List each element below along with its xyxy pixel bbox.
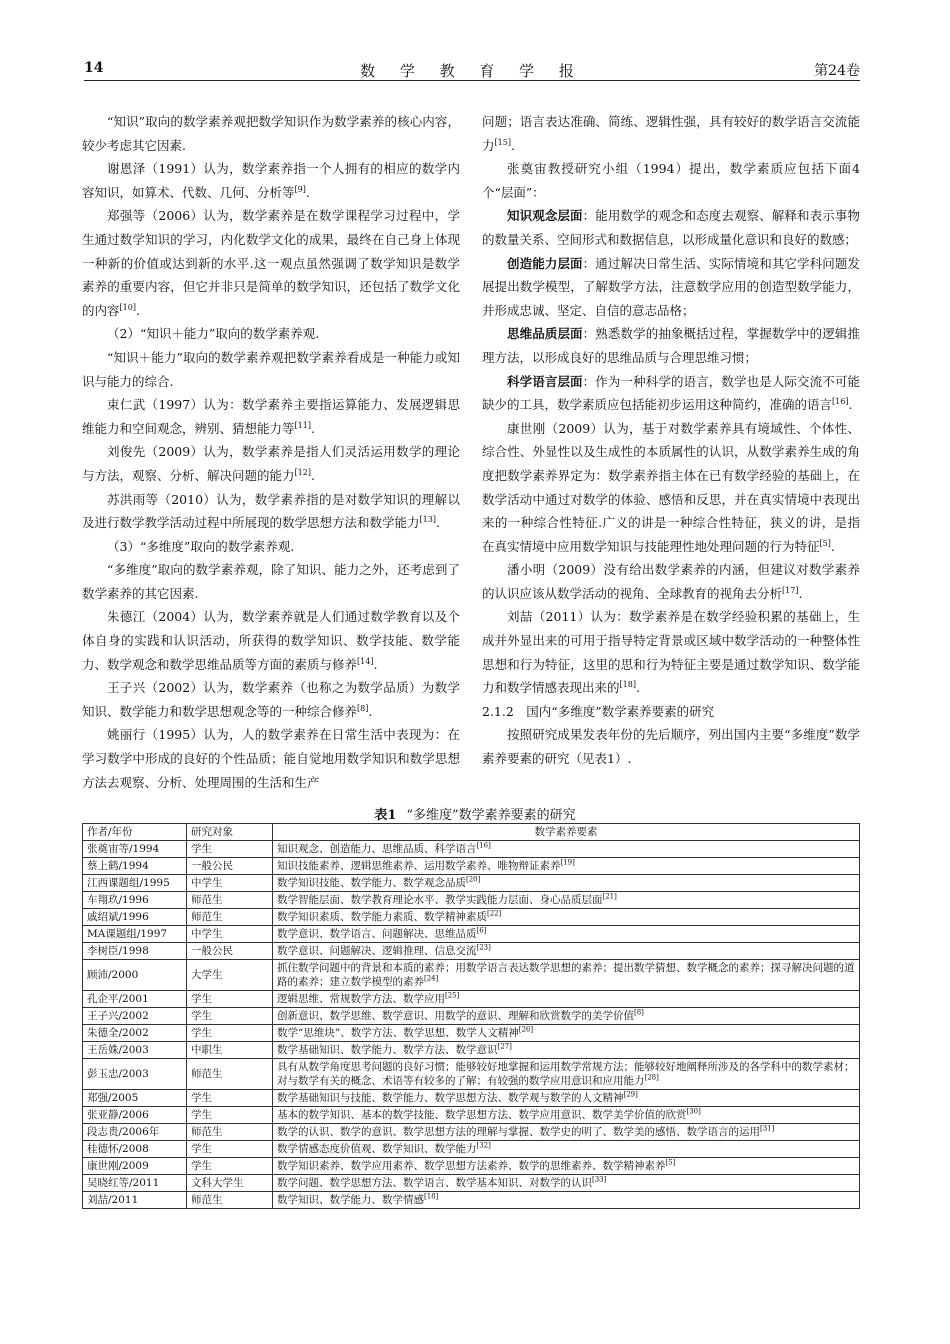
table-row — [83, 1008, 860, 1025]
page-header — [84, 58, 860, 81]
table-row — [83, 858, 860, 875]
citation-ref: [26] — [518, 1025, 534, 1034]
elements-text: 数学知识素质、数学能力素质、数学精神素质 — [277, 911, 487, 923]
elements-cell — [273, 960, 860, 991]
elements-cell — [273, 909, 860, 926]
paragraph-tail: . — [510, 137, 515, 153]
elements-text: 数学知识技能、数学能力、数学观念品质 — [277, 877, 466, 889]
citation-ref: [27] — [497, 1042, 512, 1051]
volume-label: 第24卷 — [814, 63, 860, 79]
table-row — [83, 1124, 860, 1141]
author-year-cell: 江西课题组/1995 — [83, 875, 187, 892]
citation-ref: [32] — [476, 1141, 491, 1150]
elements-text: 数学基础知识与技能、数学能力、数学思想方法、数学观与数学的人文精神 — [277, 1092, 624, 1104]
literacy-elements-table — [82, 823, 860, 1209]
paragraph-text: 郑强等（2006）认为，数学素养是在数学课程学习过程中，学生通过数学知识的学习，内化数学文化的成果，最终在自己身上体现一种新的价值或达到新的水平.这一观点虽然强调了数学知识是数学素养的重要内容，但它并非只是简单的数学知识，还包括了数学文化的内容 — [82, 208, 460, 318]
paragraph-tail: . — [135, 302, 140, 318]
table-row — [83, 892, 860, 909]
paragraph — [82, 157, 460, 204]
subject-cell: 学生 — [187, 991, 273, 1008]
paragraph — [82, 322, 460, 346]
paragraph — [82, 535, 460, 559]
subject-cell: 一般公民 — [187, 943, 273, 960]
subject-cell: 学生 — [187, 1008, 273, 1025]
paragraph-text: 刘俊先（2009）认为，数学素养是指人们灵活运用数学的理论与方法，观察、分析、解决问题的能力 — [82, 444, 460, 483]
paragraph — [482, 157, 860, 204]
author-year-cell: 段志贵/2006年 — [83, 1124, 187, 1141]
elements-text: 逻辑思维、常规数学方法、数学应用 — [277, 993, 445, 1005]
author-year-cell: 郑强/2005 — [83, 1090, 187, 1107]
author-year-cell: 顾沛/2000 — [83, 960, 187, 991]
elements-text: 创新意识、数学思维、数学意识、用数学的意识、理解和欣赏数学的美学价值 — [277, 1010, 634, 1022]
table-row — [83, 1192, 860, 1209]
elements-cell — [273, 1090, 860, 1107]
layer-term: 知识观念层面 — [507, 208, 583, 224]
citation-ref: [22] — [487, 909, 502, 918]
subject-cell: 中学生 — [187, 926, 273, 943]
paragraph-text: 2.1.2 国内“多维度”数学素养要素的研究 — [482, 703, 715, 719]
citation-ref: [6] — [476, 926, 487, 935]
elements-text: 数学知识素养、数学应用素养、数学思想方法素养、数学的思维素养、数学精神素养 — [277, 1160, 666, 1172]
elements-text: 知识技能素养、逻辑思维素养、运用数学素养、唯物辩证素养 — [277, 860, 561, 872]
paragraph — [82, 676, 460, 723]
paragraph-tail: . — [310, 467, 315, 483]
paragraph — [82, 558, 460, 605]
subject-cell: 文科大学生 — [187, 1175, 273, 1192]
paragraph-text: （2）“知识＋能力”取向的数学素养观. — [107, 326, 320, 342]
author-year-cell: 车翔玖/1996 — [83, 892, 187, 909]
layer-term: 思维品质层面 — [507, 326, 583, 342]
table-row — [83, 1042, 860, 1059]
paragraph-text: 姚丽行（1995）认为，人的数学素养在日常生活中表现为：在学习数学中形成的良好的个性品质；能自觉地用数学知识和数学思想方法去观察、分析、处理周围的生活和生产 — [82, 727, 460, 790]
citation-ref: [5] — [665, 1158, 676, 1167]
elements-text: 数学问题、数学思想方法、数学语言、数学基本知识、对数学的认识 — [277, 1177, 592, 1189]
citation-ref: [24] — [424, 974, 439, 983]
table-caption — [0, 804, 950, 823]
paragraph-text: 潘小明（2009）没有给出数学素养的内涵，但建议对数学素养的认识应该从数学活动的视角、全球教育的视角去分析 — [482, 562, 860, 601]
citation-ref: [16] — [832, 396, 849, 406]
elements-cell — [273, 991, 860, 1008]
paragraph-text: “多维度”取向的数学素养观，除了知识、能力之外，还考虑到了数学素养的其它因素. — [82, 562, 460, 601]
paragraph-text: 谢恩泽（1991）认为，数学素养指一个人拥有的相应的数学内容知识，如算术、代数、几何、分析等 — [82, 161, 460, 200]
citation-ref: [20] — [466, 875, 481, 884]
elements-text: 数学知识、数学能力、数学情感 — [277, 1194, 424, 1206]
paragraph-tail: . — [435, 515, 440, 531]
author-year-cell: 张奠宙等/1994 — [83, 841, 187, 858]
layer-term: 科学语言层面 — [507, 373, 583, 389]
right-column — [482, 110, 860, 771]
paragraph — [82, 488, 460, 535]
paragraph-tail: . — [305, 184, 310, 200]
elements-cell — [273, 858, 860, 875]
citation-ref: [16] — [476, 841, 491, 850]
paragraph-text: 王子兴（2002）认为，数学素养（也称之为数学品质）为数学知识、数学能力和数学思想观念等的一种综合修养 — [82, 680, 460, 719]
table-row — [83, 841, 860, 858]
paragraph-text: 苏洪雨等（2010）认为，数学素养指的是对数学知识的理解以及进行数学教学活动过程中所展现的数学思想方法和数学能力 — [82, 491, 460, 531]
elements-cell — [273, 841, 860, 858]
elements-cell — [273, 1042, 860, 1059]
citation-ref: [5] — [819, 538, 831, 548]
paragraph-text: “知识”取向的数学素养观把数学知识作为数学素养的核心内容，较少考虑其它因素. — [82, 114, 460, 153]
table-row — [83, 1025, 860, 1042]
elements-text: 具有从数学角度思考问题的良好习惯；能够较好地掌握和运用数学常规方法；能够较好地阐释所涉及的各学科中的数学素材；对与数学有关的概念、术语等有较多的了解；有较强的数学应用意识和应用能力 — [277, 1061, 855, 1087]
elements-cell — [273, 1059, 860, 1090]
subject-cell: 学生 — [187, 1107, 273, 1124]
author-year-cell: 蔡上鹤/1994 — [83, 858, 187, 875]
subject-cell: 师范生 — [187, 1124, 273, 1141]
subject-cell: 学生 — [187, 841, 273, 858]
citation-ref: [25] — [445, 991, 460, 1000]
elements-cell — [273, 1192, 860, 1209]
paragraph-text: 张奠宙教授研究小组（1994）提出，数学素质应包括下面4个“层面”： — [482, 161, 860, 200]
elements-cell — [273, 943, 860, 960]
citation-ref: [28] — [644, 1073, 659, 1082]
elements-cell — [273, 926, 860, 943]
paragraph — [482, 558, 860, 605]
elements-text: 数学意识、数学语言、问题解决、思维品质 — [277, 928, 477, 940]
citation-ref: [9] — [294, 184, 306, 194]
elements-text: 抓住数学问题中的背景和本质的素养；用数学语言表达数学思想的素养；提出数学猜想、数学概念的素养；探寻解决问题的道路的素养；建立数学模型的素养 — [277, 962, 855, 988]
citation-ref: [12] — [294, 467, 311, 477]
subject-cell: 大学生 — [187, 960, 273, 991]
subject-cell: 学生 — [187, 1141, 273, 1158]
paragraph — [82, 723, 460, 794]
layer-term: 创造能力层面 — [507, 255, 583, 271]
elements-cell — [273, 1124, 860, 1141]
paragraph-text: 问题；语言表达准确、简练、逻辑性强，具有较好的数学语言交流能力 — [482, 114, 860, 153]
table-row — [83, 1090, 860, 1107]
elements-text: 数学智能层面、数学教育理论水平、教学实践能力层面、身心品质层面 — [277, 894, 603, 906]
author-year-cell: 孔企平/2001 — [83, 991, 187, 1008]
table-row — [83, 943, 860, 960]
author-year-cell: MA课题组/1997 — [83, 926, 187, 943]
citation-ref: [21] — [602, 892, 617, 901]
table-row — [83, 926, 860, 943]
paragraph — [482, 252, 860, 323]
paragraph-text: ：通过解决日常生活、实际情境和其它学科问题发展提出数学模型，了解数学方法，注意数学应用的创造型数学能力，并形成忠诚、坚定、自信的意志品格； — [482, 255, 860, 318]
section-heading — [482, 700, 860, 724]
table-header-elements: 数学素养要素 — [273, 824, 860, 841]
author-year-cell: 朱德全/2002 — [83, 1025, 187, 1042]
elements-cell — [273, 1107, 860, 1124]
paragraph-text: ：熟悉数学的抽象概括过程，掌握数学中的逻辑推理方法，以形成良好的思维品质与合理思维习惯； — [482, 326, 860, 365]
paragraph-text: 按照研究成果发表年份的先后顺序，列出国内主要“多维度”数学素养要素的研究（见表1）. — [482, 727, 860, 767]
paragraph-text: 刘喆（2011）认为：数学素养是在数学经验积累的基础上，生成并外显出来的可用于指导特定背景或区域中数学活动的一种整体性思想和行为特征，这里的思和行为特征主要是通过数学知识、数学能力和数学情感表现出来的 — [482, 609, 860, 696]
subject-cell: 师范生 — [187, 1059, 273, 1090]
page-number: 14 — [84, 60, 104, 76]
paragraph — [82, 393, 460, 440]
paragraph-text: “知识＋能力”取向的数学素养观把数学素养看成是一种能力或知识与能力的综合. — [82, 349, 460, 389]
subject-cell: 中职生 — [187, 1042, 273, 1059]
table-row — [83, 991, 860, 1008]
elements-cell — [273, 1025, 860, 1042]
elements-cell — [273, 1008, 860, 1025]
subject-cell: 学生 — [187, 1090, 273, 1107]
elements-cell — [273, 1141, 860, 1158]
table-row — [83, 1175, 860, 1192]
journal-title: 数 学 教 育 学 报 — [360, 62, 584, 80]
subject-cell: 一般公民 — [187, 858, 273, 875]
citation-ref: [14] — [357, 656, 374, 666]
paragraph — [82, 440, 460, 487]
paragraph-text: ：作为一种科学的语言，数学也是人际交流不可能缺少的工具，数学素质应包括能初步运用这种简约，准确的语言 — [482, 373, 860, 413]
citation-ref: [10] — [119, 302, 136, 312]
table-row — [83, 1107, 860, 1124]
citation-ref: [29] — [623, 1090, 638, 1099]
paragraph — [482, 204, 860, 251]
subject-cell: 学生 — [187, 1158, 273, 1175]
citation-ref: [18] — [619, 680, 636, 690]
author-year-cell: 王岳姝/2003 — [83, 1042, 187, 1059]
paragraph-tail: . — [848, 397, 853, 413]
table-header-author: 作者/年份 — [83, 824, 187, 841]
author-year-cell: 吴晓红等/2011 — [83, 1175, 187, 1192]
table-row — [83, 960, 860, 991]
citation-ref: [19] — [560, 858, 575, 867]
subject-cell: 师范生 — [187, 1192, 273, 1209]
paragraph — [482, 322, 860, 369]
elements-text: 基本的数学知识、基本的数学技能、数学思想方法、数学应用意识、数学美学价值的欣赏 — [277, 1109, 687, 1121]
paragraph-text: （3）“多维度”取向的数学素养观. — [107, 538, 295, 554]
table-header-row — [83, 824, 860, 841]
subject-cell: 学生 — [187, 1025, 273, 1042]
table-caption-title: “多维度”数学素养要素的研究 — [406, 808, 576, 823]
paragraph — [482, 723, 860, 770]
paragraph-text: 束仁武（1997）认为：数学素养主要指运算能力、发展逻辑思维能力和空间观念，辨别、猜想能力等 — [82, 397, 460, 436]
elements-text: 数学“思维块”、数学方法、数学思想、数学人文精神 — [277, 1027, 519, 1039]
citation-ref: [13] — [419, 514, 436, 524]
paragraph-tail: . — [830, 538, 835, 554]
citation-ref: [17] — [782, 585, 799, 595]
paragraph-tail: . — [635, 680, 640, 696]
citation-ref: [8] — [357, 703, 369, 713]
left-column — [82, 110, 460, 794]
author-year-cell: 戚绍斌/1996 — [83, 909, 187, 926]
table-row — [83, 1059, 860, 1090]
subject-cell: 师范生 — [187, 909, 273, 926]
elements-cell — [273, 1158, 860, 1175]
table-row — [83, 909, 860, 926]
subject-cell: 师范生 — [187, 892, 273, 909]
paragraph-tail: . — [310, 420, 315, 436]
subject-cell: 中学生 — [187, 875, 273, 892]
paragraph — [482, 370, 860, 417]
elements-cell — [273, 892, 860, 909]
paragraph — [82, 605, 460, 676]
table-row — [83, 875, 860, 892]
paragraph-tail: . — [373, 656, 378, 672]
citation-ref: [31] — [760, 1124, 775, 1133]
elements-cell — [273, 1175, 860, 1192]
citation-ref: [18] — [424, 1192, 439, 1201]
table-row — [83, 1158, 860, 1175]
elements-text: 数学意识、问题解决、逻辑推理、信息交流 — [277, 945, 477, 957]
paragraph-text: ：能用数学的观念和态度去观察、解释和表示事物的数量关系、空间形式和数据信息，以形成量化意识和良好的数感； — [482, 208, 860, 247]
citation-ref: [11] — [294, 420, 311, 430]
author-year-cell: 彭玉忠/2003 — [83, 1059, 187, 1090]
elements-text: 数学情感态度价值观、数学知识、数学能力 — [277, 1143, 477, 1155]
citation-ref: [33] — [592, 1175, 607, 1184]
paragraph-tail: . — [368, 703, 373, 719]
citation-ref: [23] — [476, 943, 491, 952]
elements-text: 数学的认识、数学的意识、数学思想方法的理解与掌握、数学史的明了、数学美的感悟、数学语言的运用 — [277, 1126, 760, 1138]
citation-ref: [30] — [686, 1107, 701, 1116]
author-year-cell: 李树臣/1998 — [83, 943, 187, 960]
table-header-subject: 研究对象 — [187, 824, 273, 841]
paragraph-tail: . — [798, 585, 803, 601]
paragraph — [482, 605, 860, 699]
paragraph-text: 朱德江（2004）认为，数学素养就是人们通过数学教育以及个体自身的实践和认识活动，所获得的数学知识、数学技能、数学能力、数学观念和数学思维品质等方面的素质与修养 — [82, 609, 460, 672]
elements-text: 知识观念、创造能力、思维品质、科学语言 — [277, 843, 477, 855]
table-caption-label: 表1 — [374, 808, 397, 823]
author-year-cell: 康世刚/2009 — [83, 1158, 187, 1175]
author-year-cell: 刘喆/2011 — [83, 1192, 187, 1209]
paragraph-text: 康世刚（2009）认为，基于对数学素养具有境域性、个体性、综合性、外显性以及生成性的本质属性的认识，从数学素养生成的角度把数学素养界定为：数学素养指主体在已有数学经验的基础上，在数学活动中通过对数学的体验、感悟和反思，并在真实情境中表现出来的一种综合性特征.广义的讲是一种综合性特征，狭义的讲，是指在真实情境中应用数学知识与技能理性地处理问题的行为特征 — [482, 420, 860, 554]
paragraph — [482, 110, 860, 157]
citation-ref: [15] — [494, 137, 511, 147]
paragraph — [82, 110, 460, 157]
citation-ref: [8] — [634, 1008, 644, 1017]
paragraph — [82, 346, 460, 393]
paragraph — [82, 204, 460, 322]
paragraph — [482, 417, 860, 559]
elements-text: 数学基础知识、数学能力、数学方法、数学意识 — [277, 1044, 498, 1056]
author-year-cell: 桂德怀/2008 — [83, 1141, 187, 1158]
author-year-cell: 张亚静/2006 — [83, 1107, 187, 1124]
author-year-cell: 王子兴/2002 — [83, 1008, 187, 1025]
elements-cell — [273, 875, 860, 892]
table-row — [83, 1141, 860, 1158]
